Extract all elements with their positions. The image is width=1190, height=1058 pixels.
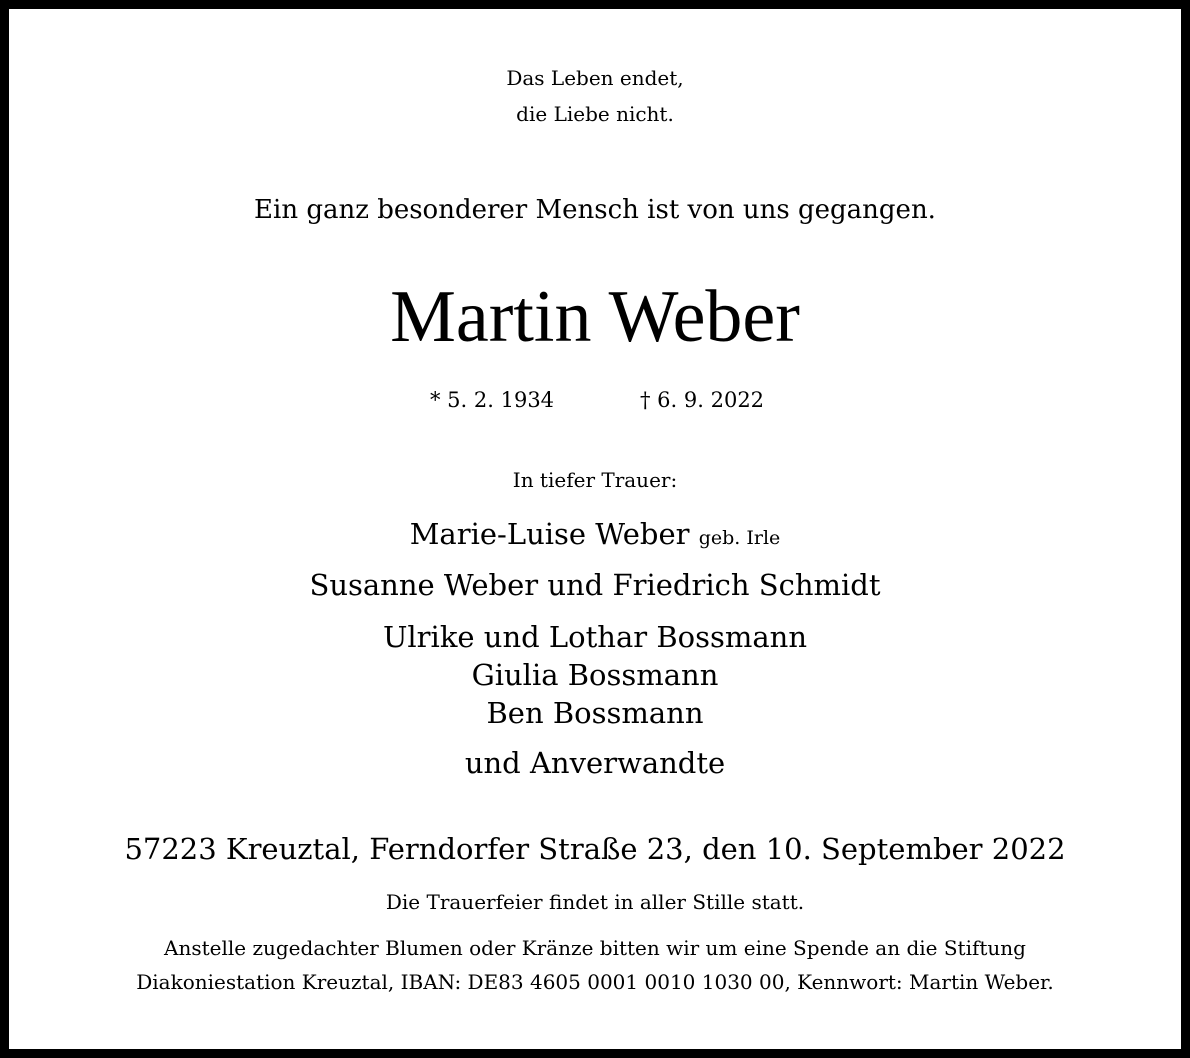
mourner-line-5: Ben Bossmann — [486, 696, 704, 730]
motto-line-2: die Liebe nicht. — [516, 102, 674, 126]
mourner-line-1 — [0, 517, 1190, 551]
mourner-line-3: Ulrike und Lothar Bossmann — [382, 620, 808, 654]
intro-text: Ein ganz besonderer Mensch ist von uns gegangen. — [254, 195, 936, 225]
mourning-label: In tiefer Trauer: — [512, 468, 678, 492]
death-date: † 6. 9. 2022 — [640, 388, 765, 412]
mourner-line-4: Giulia Bossmann — [471, 658, 719, 692]
motto-line-1: Das Leben endet, — [506, 66, 684, 90]
donation-line-2: Diakoniestation Kreuztal, IBAN: DE83 4605 0001 0010 1030 00, Kennwort: Martin Weber. — [136, 970, 1054, 994]
relatives-line: und Anverwandte — [464, 746, 726, 780]
deceased-name: Martin Weber — [390, 276, 800, 358]
address-line: 57223 Kreuztal, Ferndorfer Straße 23, den 10. September 2022 — [124, 832, 1066, 866]
donation-line-1: Anstelle zugedachter Blumen oder Kränze bitten wir um eine Spende an die Stiftung — [164, 936, 1026, 960]
mourner-name: Marie-Luise Weber — [409, 517, 690, 551]
mourner-line-2: Susanne Weber und Friedrich Schmidt — [309, 568, 881, 602]
birth-date: * 5. 2. 1934 — [430, 388, 555, 412]
mourner-maiden-name: geb. Irle — [698, 527, 781, 549]
ceremony-line: Die Trauerfeier findet in aller Stille statt. — [385, 890, 805, 914]
